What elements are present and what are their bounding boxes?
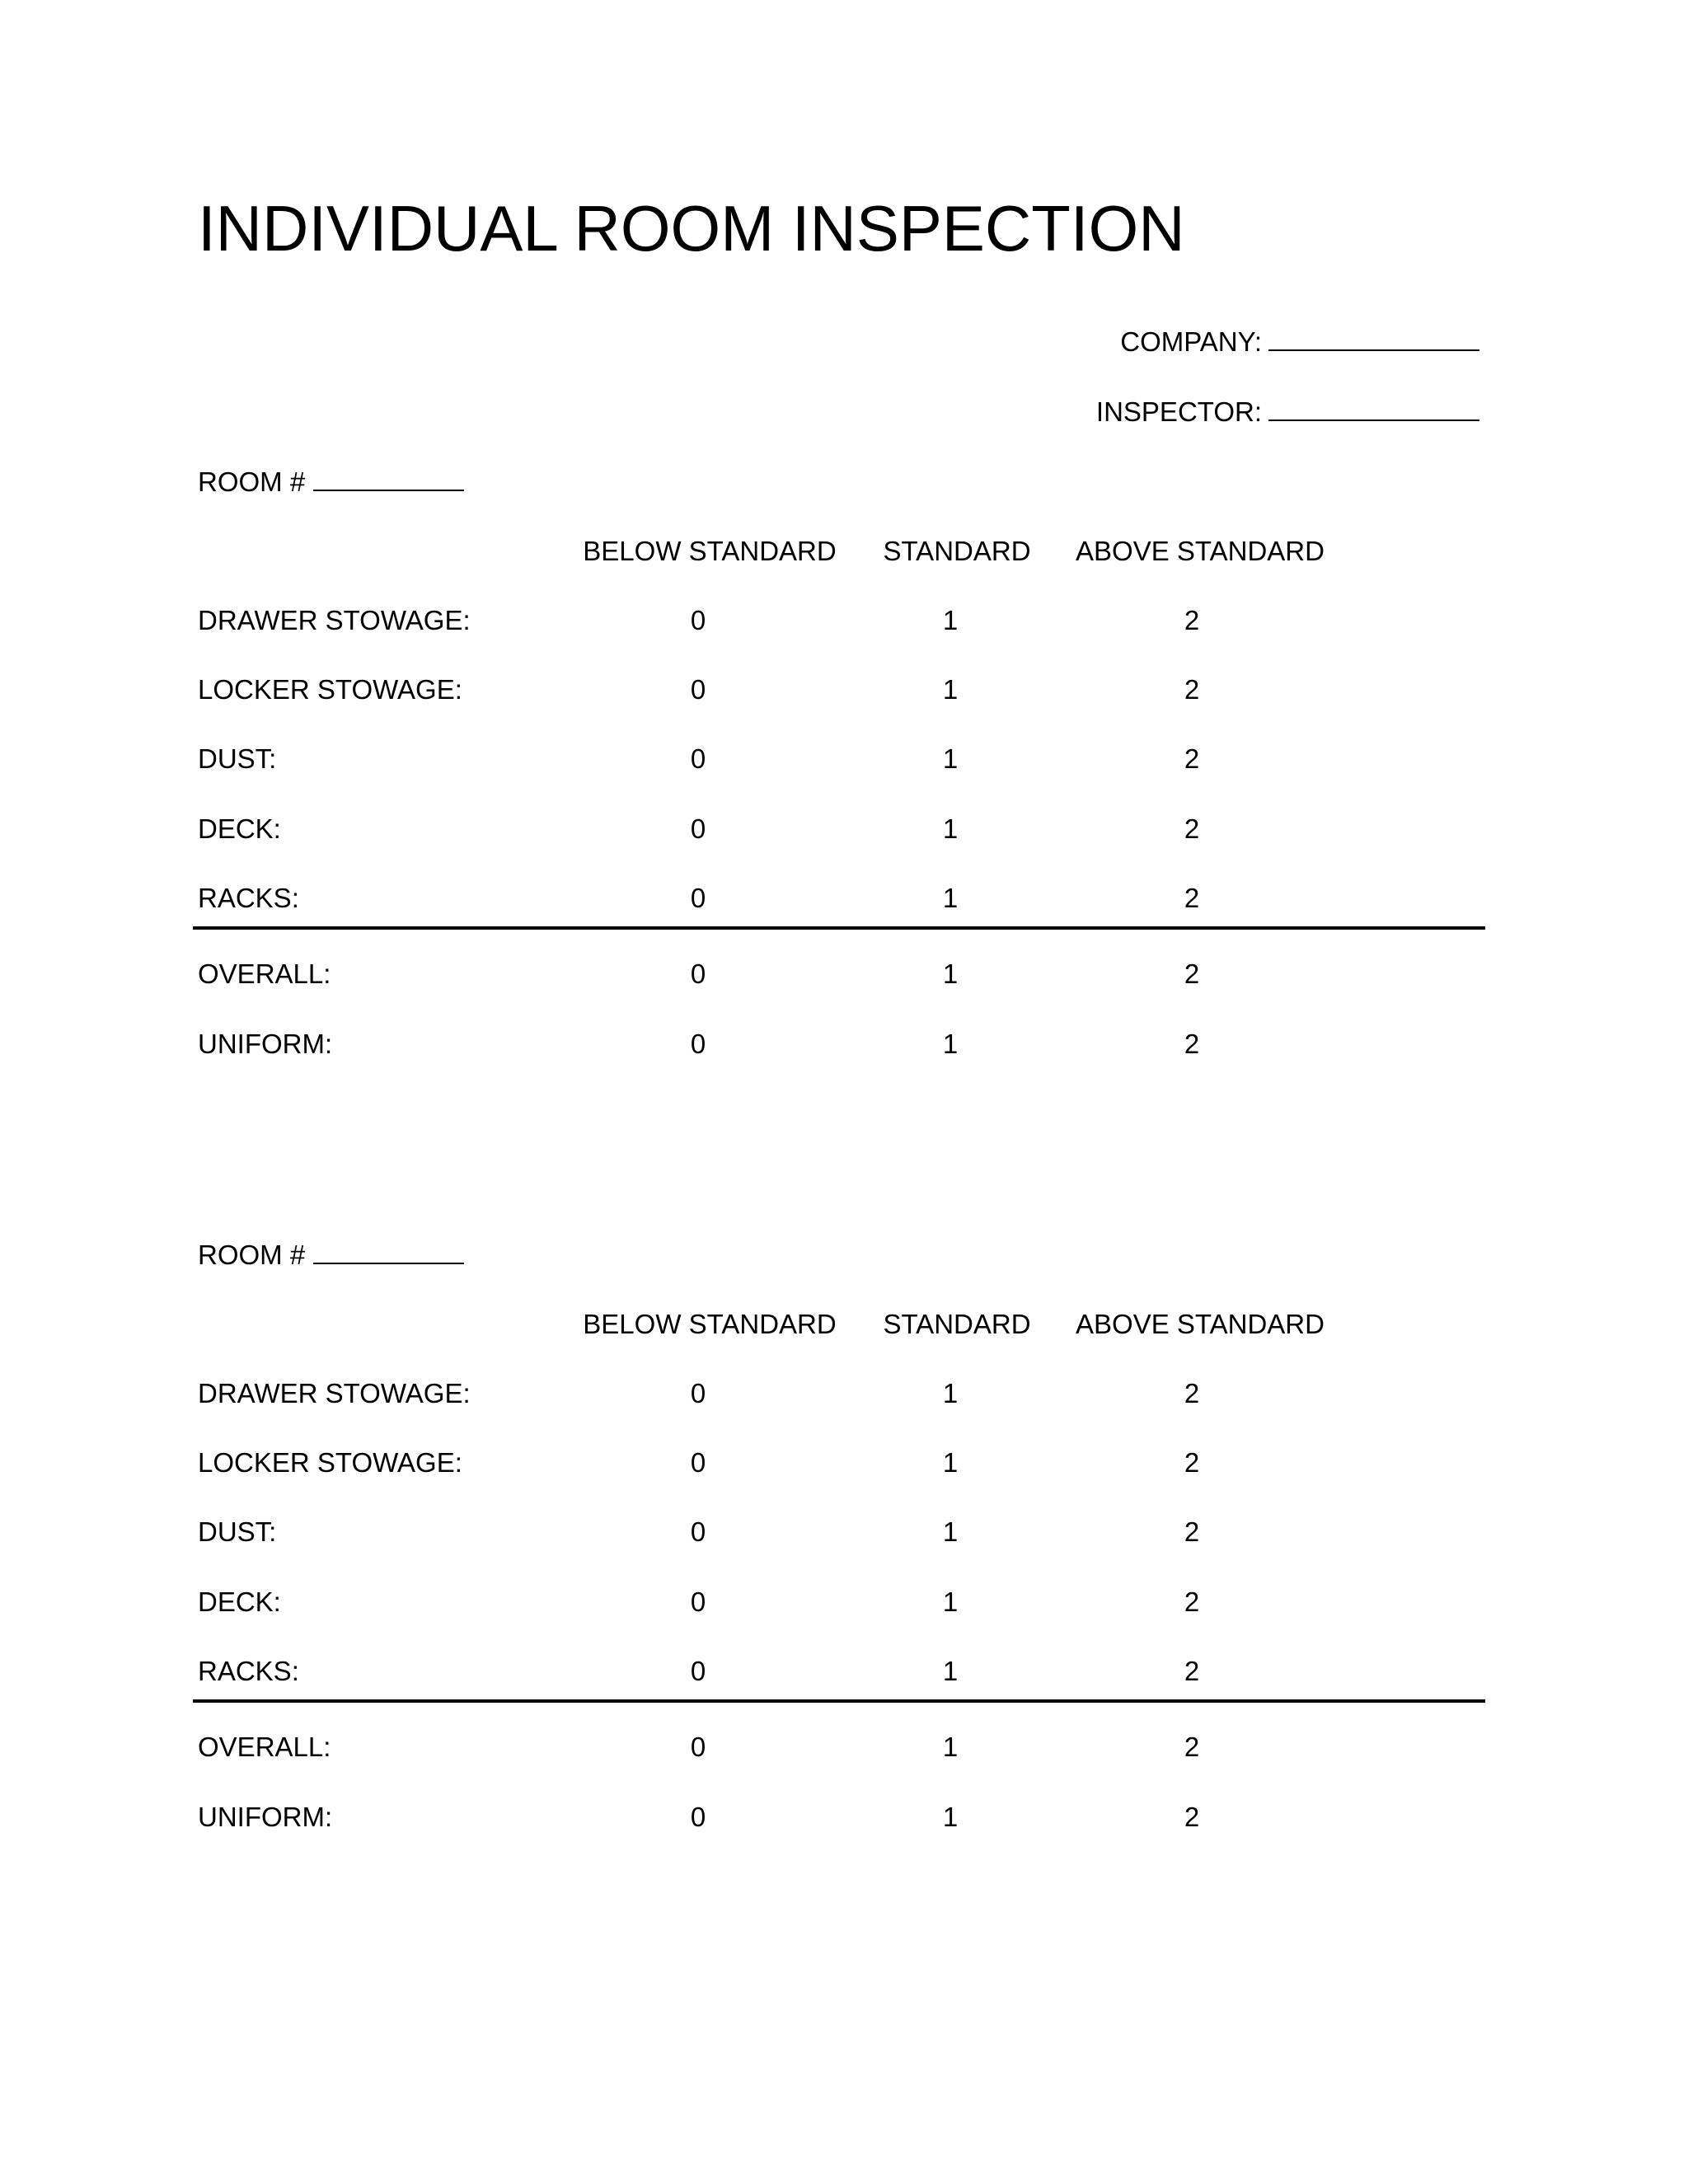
rating-row-overall <box>0 960 1688 993</box>
row-label: RACKS: <box>198 883 299 913</box>
score-option-0[interactable]: 0 <box>690 1802 706 1832</box>
score-option-0[interactable]: 0 <box>690 605 706 635</box>
row-label: DRAWER STOWAGE: <box>198 605 471 635</box>
score-option-1[interactable]: 1 <box>942 1656 959 1686</box>
row-label: RACKS: <box>198 1656 299 1686</box>
score-option-0[interactable]: 0 <box>690 883 706 913</box>
rating-row-deck <box>0 1588 1688 1621</box>
rating-row-overall <box>0 1733 1688 1766</box>
row-label: DRAWER STOWAGE: <box>198 1378 471 1408</box>
score-option-1[interactable]: 1 <box>942 605 959 635</box>
row-label: DUST: <box>198 1516 277 1547</box>
score-option-0[interactable]: 0 <box>690 1447 706 1478</box>
score-option-2[interactable]: 2 <box>1184 743 1200 774</box>
room-number-blank[interactable] <box>313 1263 464 1264</box>
row-label: LOCKER STOWAGE: <box>198 674 462 705</box>
company-blank[interactable] <box>1268 349 1479 351</box>
row-label: DUST: <box>198 743 277 774</box>
score-option-1[interactable]: 1 <box>942 1802 959 1832</box>
score-option-1[interactable]: 1 <box>942 1029 959 1059</box>
column-header-standard: STANDARD <box>883 536 1031 566</box>
row-label: DECK: <box>198 1586 281 1617</box>
score-option-1[interactable]: 1 <box>942 1447 959 1478</box>
rating-row-dust <box>0 745 1688 778</box>
score-option-1[interactable]: 1 <box>942 743 959 774</box>
score-option-2[interactable]: 2 <box>1184 1802 1200 1832</box>
score-option-0[interactable]: 0 <box>690 743 706 774</box>
rating-row-uniform <box>0 1803 1688 1836</box>
column-header-below-standard: BELOW STANDARD <box>583 1309 837 1339</box>
score-option-1[interactable]: 1 <box>942 813 959 844</box>
rating-row-dust <box>0 1518 1688 1551</box>
score-option-2[interactable]: 2 <box>1184 958 1200 989</box>
room-number-blank[interactable] <box>313 490 464 491</box>
column-header-below-standard: BELOW STANDARD <box>583 536 837 566</box>
rating-row-deck <box>0 815 1688 848</box>
rating-row-locker-stowage <box>0 1449 1688 1482</box>
score-option-2[interactable]: 2 <box>1184 674 1200 705</box>
score-option-2[interactable]: 2 <box>1184 883 1200 913</box>
score-option-1[interactable]: 1 <box>942 883 959 913</box>
inspector-label: INSPECTOR: <box>1095 396 1262 427</box>
rating-row-racks <box>0 1657 1688 1690</box>
row-label: OVERALL: <box>198 1732 331 1762</box>
score-option-2[interactable]: 2 <box>1184 1378 1200 1408</box>
score-option-0[interactable]: 0 <box>690 1656 706 1686</box>
rating-row-drawer-stowage <box>0 1380 1688 1413</box>
score-option-2[interactable]: 2 <box>1184 1516 1200 1547</box>
score-option-0[interactable]: 0 <box>690 1516 706 1547</box>
score-option-1[interactable]: 1 <box>942 1586 959 1617</box>
column-header-above-standard: ABOVE STANDARD <box>1076 1309 1325 1339</box>
company-field[interactable] <box>1120 328 1479 355</box>
room-number-label: ROOM # <box>198 466 306 497</box>
score-option-0[interactable]: 0 <box>690 1378 706 1408</box>
score-option-0[interactable]: 0 <box>690 1586 706 1617</box>
row-label: UNIFORM: <box>198 1029 333 1059</box>
score-option-1[interactable]: 1 <box>942 1732 959 1762</box>
score-option-0[interactable]: 0 <box>690 958 706 989</box>
room-number-field[interactable] <box>198 1241 464 1268</box>
room-number-label: ROOM # <box>198 1240 306 1270</box>
score-option-0[interactable]: 0 <box>690 674 706 705</box>
column-header-above-standard: ABOVE STANDARD <box>1076 536 1325 566</box>
score-option-0[interactable]: 0 <box>690 813 706 844</box>
section-divider <box>193 1699 1485 1703</box>
row-label: DECK: <box>198 813 281 844</box>
row-label: UNIFORM: <box>198 1802 333 1832</box>
score-option-2[interactable]: 2 <box>1184 1447 1200 1478</box>
score-option-2[interactable]: 2 <box>1184 1732 1200 1762</box>
rating-row-locker-stowage <box>0 676 1688 709</box>
rating-row-racks <box>0 884 1688 917</box>
score-option-2[interactable]: 2 <box>1184 605 1200 635</box>
inspector-blank[interactable] <box>1268 419 1479 421</box>
score-option-2[interactable]: 2 <box>1184 1656 1200 1686</box>
rating-row-uniform <box>0 1030 1688 1063</box>
score-option-2[interactable]: 2 <box>1184 1586 1200 1617</box>
room-number-field[interactable] <box>198 468 464 495</box>
score-option-1[interactable]: 1 <box>942 1378 959 1408</box>
column-header-standard: STANDARD <box>883 1309 1031 1339</box>
company-label: COMPANY: <box>1120 326 1262 357</box>
score-option-0[interactable]: 0 <box>690 1029 706 1059</box>
score-option-1[interactable]: 1 <box>942 674 959 705</box>
page-title: INDIVIDUAL ROOM INSPECTION <box>198 192 1185 265</box>
row-label: LOCKER STOWAGE: <box>198 1447 462 1478</box>
score-option-1[interactable]: 1 <box>942 1516 959 1547</box>
section-divider <box>193 926 1485 930</box>
score-option-1[interactable]: 1 <box>942 958 959 989</box>
rating-row-drawer-stowage <box>0 607 1688 640</box>
score-option-2[interactable]: 2 <box>1184 813 1200 844</box>
row-label: OVERALL: <box>198 958 331 989</box>
score-option-2[interactable]: 2 <box>1184 1029 1200 1059</box>
inspector-field[interactable] <box>1096 398 1479 425</box>
score-option-0[interactable]: 0 <box>690 1732 706 1762</box>
